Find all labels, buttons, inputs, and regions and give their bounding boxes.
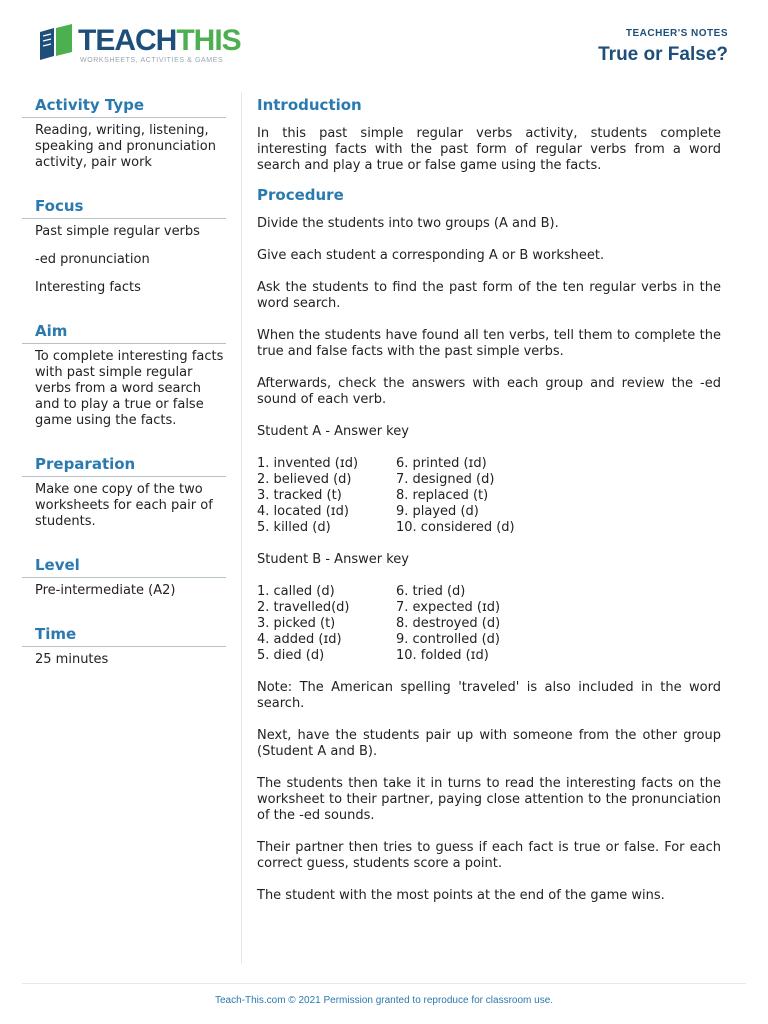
answer-key-b (257, 584, 721, 664)
answer-row (257, 600, 721, 616)
procedure-step: Their partner then tries to guess if each fact is true or false. For each correct guess, students score a point. (257, 840, 721, 871)
focus-item: Past simple regular verbs (35, 224, 200, 239)
sidebar (22, 92, 226, 690)
procedure-step: Next, have the students pair up with someone from the other group (Student A and B). (257, 728, 721, 759)
focus-item: Interesting facts (35, 280, 141, 295)
answer-key-b-title: Student B - Answer key (257, 552, 409, 567)
focus-list (22, 219, 226, 296)
procedure-step: The student with the most points at the end of the game wins. (257, 888, 665, 903)
focus-heading: Focus (22, 193, 226, 219)
logo-wordmark (78, 26, 241, 56)
answer-cell: 10. considered (d) (396, 520, 515, 535)
answer-cell: 8. destroyed (d) (396, 616, 501, 631)
procedure-heading: Procedure (257, 186, 344, 204)
level-text (22, 578, 226, 599)
answer-key-a-title: Student A - Answer key (257, 424, 409, 439)
answer-cell: 5. killed (d) (257, 520, 331, 535)
answer-cell: 7. expected (ɪd) (396, 600, 501, 615)
answer-cell: 7. designed (d) (396, 472, 495, 487)
aim-text (22, 344, 226, 429)
answer-key-a (257, 456, 721, 536)
answer-cell: 3. tracked (t) (257, 488, 342, 503)
preparation-text (22, 477, 226, 530)
answer-row (257, 488, 721, 504)
answer-cell: 2. travelled(d) (257, 600, 350, 615)
time-text (22, 647, 226, 668)
answer-cell: 10. folded (ɪd) (396, 648, 489, 663)
preparation-heading: Preparation (22, 451, 226, 477)
answer-cell: 9. played (d) (396, 504, 479, 519)
teach-this-logo[interactable] (36, 22, 241, 70)
activity-type-heading: Activity Type (22, 92, 226, 118)
answer-row (257, 520, 721, 536)
procedure-step: The students then take it in turns to read the interesting facts on the worksheet to their partner, paying close attention to the pronunciation of the -ed sounds. (257, 776, 721, 823)
page-header (0, 0, 768, 90)
teachers-notes-label: TEACHER'S NOTES (625, 28, 728, 39)
focus-item: -ed pronunciation (35, 252, 150, 267)
answer-cell: 5. died (d) (257, 648, 325, 663)
answer-row (257, 648, 721, 664)
answer-cell: 4. located (ɪd) (257, 504, 349, 519)
procedure-step: Divide the students into two groups (A and B). (257, 216, 559, 231)
time-value: 25 minutes (35, 652, 109, 667)
introduction-text: In this past simple regular verbs activity, students complete interesting facts with the past form of regular verbs from a word search and play a true or false game using the facts. (257, 126, 721, 173)
level-heading: Level (22, 552, 226, 578)
answer-row (257, 504, 721, 520)
procedure-step: Afterwards, check the answers with each group and review the -ed sound of each verb. (257, 376, 721, 407)
logo-tagline: WORKSHEETS, ACTIVITIES & GAMES (80, 57, 224, 64)
answer-cell: 6. printed (ɪd) (396, 456, 487, 471)
answer-cell: 4. added (ɪd) (257, 632, 342, 647)
procedure-step: Give each student a corresponding A or B worksheet. (257, 248, 605, 263)
procedure-step: When the students have found all ten verbs, tell them to complete the true and false facts with the past simple verbs. (257, 328, 721, 359)
column-divider (241, 92, 242, 964)
logo-part-this: THIS (176, 24, 241, 57)
procedure-step: Note: The American spelling 'traveled' is also included in the word search. (257, 680, 721, 711)
aim-value: To complete interesting facts with past simple regular verbs from a word search and to play a true or false game using the facts. (35, 349, 224, 428)
book-icon (36, 22, 76, 62)
main-content (257, 92, 721, 920)
footer-copyright: Teach-This.com © 2021 Permission granted to reproduce for classroom use. (214, 995, 554, 1006)
answer-cell: 6. tried (d) (396, 584, 466, 599)
activity-type-value: Reading, writing, listening, speaking and pronunciation activity, pair work (35, 123, 216, 170)
preparation-value: Make one copy of the two worksheets for each pair of students. (35, 482, 213, 529)
aim-heading: Aim (22, 318, 226, 344)
answer-cell: 8. replaced (t) (396, 488, 489, 503)
answer-row (257, 632, 721, 648)
answer-row (257, 616, 721, 632)
introduction-heading: Introduction (257, 96, 362, 114)
level-value: Pre-intermediate (A2) (35, 583, 176, 598)
answer-row (257, 456, 721, 472)
activity-type-text (22, 118, 226, 171)
answer-cell: 1. invented (ɪd) (257, 456, 359, 471)
page-title: True or False? (598, 44, 728, 65)
footer-divider (22, 983, 746, 984)
answer-cell: 2. believed (d) (257, 472, 352, 487)
logo-part-teach: TEACH (78, 24, 177, 57)
answer-row (257, 472, 721, 488)
time-heading: Time (22, 621, 226, 647)
procedure-step: Ask the students to find the past form of the ten regular verbs in the word search. (257, 280, 721, 311)
answer-cell: 1. called (d) (257, 584, 335, 599)
answer-cell: 3. picked (t) (257, 616, 336, 631)
answer-row (257, 584, 721, 600)
answer-cell: 9. controlled (d) (396, 632, 500, 647)
